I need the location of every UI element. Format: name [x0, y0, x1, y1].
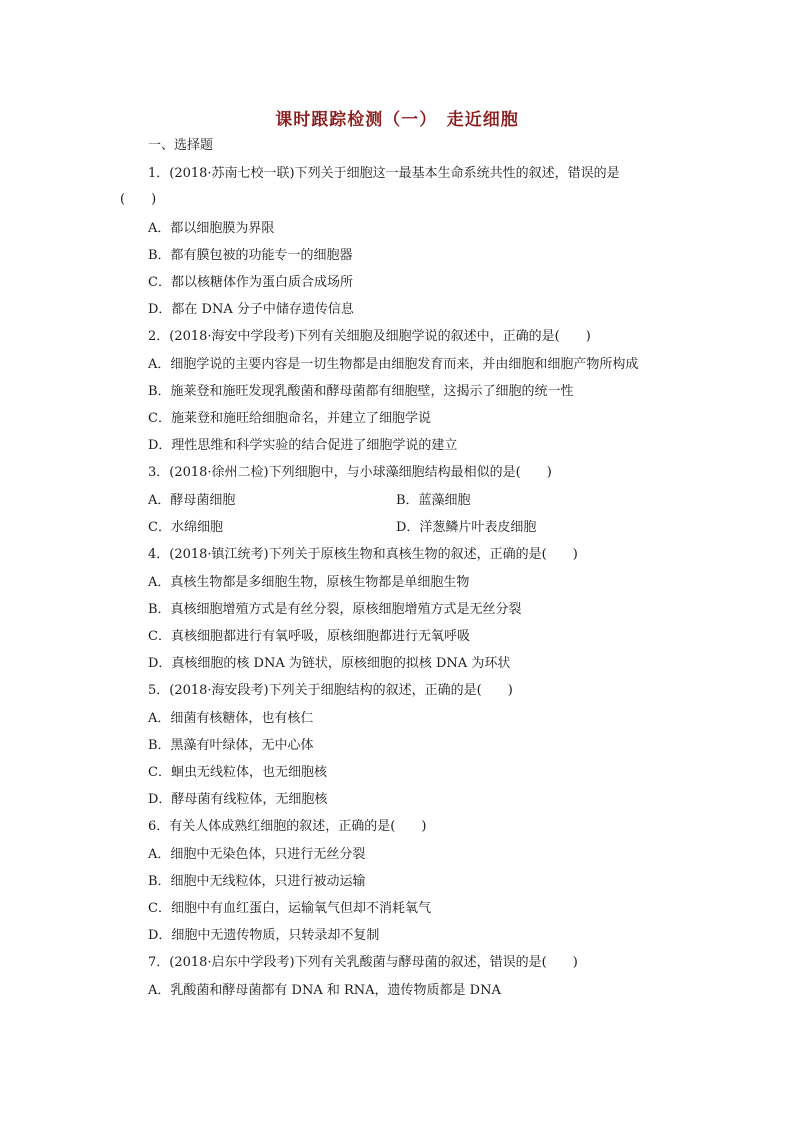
question-3-option-b: B．蓝藻细胞 [396, 493, 471, 508]
question-5-option-a: A．细菌有核糖体，也有核仁 [148, 711, 314, 726]
question-6-stem: 6．有关人体成熟红细胞的叙述，正确的是( ) [148, 819, 427, 834]
question-3-option-c: C．水绵细胞 [148, 520, 223, 535]
question-5-option-b: B．黑藻有叶绿体，无中心体 [148, 738, 314, 753]
question-4-option-d: D．真核细胞的核 DNA 为链状，原核细胞的拟核 DNA 为环状 [148, 656, 511, 671]
question-2-option-a: A．细胞学说的主要内容是一切生物都是由细胞发育而来，并由细胞和细胞产物所构成 [148, 357, 639, 372]
question-6-option-b: B．细胞中无线粒体，只进行被动运输 [148, 874, 366, 889]
question-6-option-d: D．细胞中无遗传物质，只转录却不复制 [148, 928, 380, 943]
question-5-option-c: C．蛔虫无线粒体，也无细胞核 [148, 765, 327, 780]
question-6-option-c: C．细胞中有血红蛋白，运输氧气但却不消耗氧气 [148, 901, 431, 916]
question-5-option-d: D．酵母菌有线粒体，无细胞核 [148, 792, 328, 807]
question-4-option-a: A．真核生物都是多细胞生物，原核生物都是单细胞生物 [148, 575, 470, 590]
question-1-option-d: D．都在 DNA 分子中储存遗传信息 [148, 302, 354, 317]
question-3-option-d: D．洋葱鳞片叶表皮细胞 [396, 520, 537, 535]
question-1-stem: 1．(2018·苏南七校一联)下列关于细胞这一最基本生命系统共性的叙述，错误的是 [148, 166, 620, 181]
question-2-stem: 2．(2018·海安中学段考)下列有关细胞及细胞学说的叙述中，正确的是( ) [148, 329, 591, 344]
question-7-option-a: A．乳酸菌和酵母菌都有 DNA 和 RNA，遗传物质都是 DNA [148, 983, 501, 998]
question-4-stem: 4．(2018·镇江统考)下列关于原核生物和真核生物的叙述，正确的是( ) [148, 547, 578, 562]
question-1-option-a: A．都以细胞膜为界限 [148, 221, 275, 236]
question-3-stem: 3．(2018·徐州二检)下列细胞中，与小球藻细胞结构最相似的是( ) [148, 465, 552, 480]
question-4-option-b: B．真核细胞增殖方式是有丝分裂，原核细胞增殖方式是无丝分裂 [148, 602, 522, 617]
question-6-option-a: A．细胞中无染色体，只进行无丝分裂 [148, 847, 366, 862]
question-2-option-c: C．施莱登和施旺给细胞命名，并建立了细胞学说 [148, 411, 431, 426]
question-1-option-c: C．都以核糖体作为蛋白质合成场所 [148, 275, 353, 290]
question-3-option-a: A．酵母菌细胞 [148, 493, 236, 508]
question-5-stem: 5．(2018·海安段考)下列关于细胞结构的叙述，正确的是( ) [148, 683, 513, 698]
question-1-option-b: B．都有膜包被的功能专一的细胞器 [148, 248, 353, 263]
question-2-option-d: D．理性思维和科学实验的结合促进了细胞学说的建立 [148, 438, 458, 453]
question-2-option-b: B．施莱登和施旺发现乳酸菌和酵母菌都有细胞壁，这揭示了细胞的统一性 [148, 384, 574, 399]
question-7-stem: 7．(2018·启东中学段考)下列有关乳酸菌与酵母菌的叙述，错误的是( ) [148, 955, 578, 970]
question-4-option-c: C．真核细胞都进行有氧呼吸，原核细胞都进行无氧呼吸 [148, 629, 470, 644]
section-heading: 一、选择题 [148, 138, 214, 153]
page-title: 课时跟踪检测（一） 走近细胞 [275, 110, 519, 130]
question-1-stem-continuation: ( ) [120, 192, 157, 207]
